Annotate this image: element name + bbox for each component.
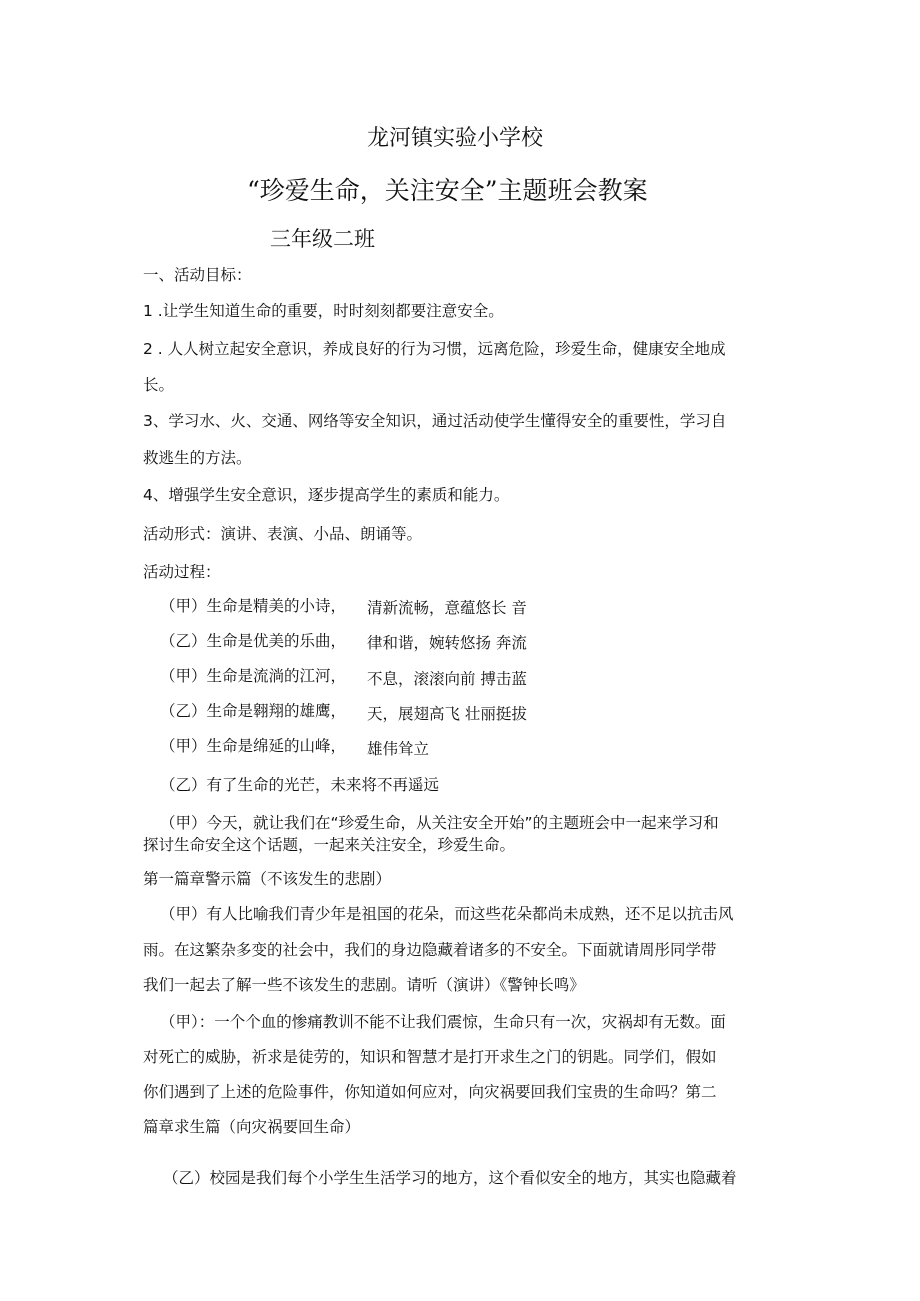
poem-line-5-left: （甲）生命是绵延的山峰， <box>160 737 347 755</box>
activity-form: 活动形式：演讲、表演、小品、朗诵等。 <box>143 525 423 543</box>
paragraph-2-line-4: 篇章求生篇（向灾祸要回生命） <box>143 1118 361 1136</box>
poem-line-1-right: 清新流畅，意蕴悠长 音 <box>367 599 527 617</box>
goal-1: 1 .让学生知道生命的重要，时时刻刻都要注意安全。 <box>143 302 504 320</box>
paragraph-1-line-1: （甲）有人比喻我们青少年是祖国的花朵，而这些花朵都尚未成熟，还不足以抗击风 <box>160 905 734 923</box>
poem-line-4-right: 天，展翅高飞 壮丽挺拔 <box>367 705 527 723</box>
activity-process-heading: 活动过程： <box>143 563 221 581</box>
poem-line-2-left: （乙）生命是优美的乐曲， <box>160 632 347 650</box>
paragraph-3-line-1: （乙）校园是我们每个小学生生活学习的地方，这个看似安全的地方，其实也隐藏着 <box>163 1169 737 1187</box>
poem-line-3-left: （甲）生命是流淌的江河， <box>160 667 347 685</box>
today-line-1: （甲）今天，就让我们在“珍爱生命，从关注安全开始”的主题班会中一起来学习和 <box>160 814 719 832</box>
school-name: 龙河镇实验小学校 <box>367 126 544 151</box>
paragraph-2-line-1: （甲）：一个个血的惨痛教训不能不让我们震惊，生命只有一次，灾祸却有无数。面 <box>160 1013 726 1031</box>
goal-2-line-1: 2 . 人人树立起安全意识，养成良好的行为习惯，远离危险，珍爱生命，健康安全地成 <box>143 340 726 358</box>
goals-heading: 一、活动目标： <box>143 266 252 284</box>
poem-line-4-left: （乙）生命是翱翔的雄鹰， <box>160 702 347 720</box>
paragraph-2-line-2: 对死亡的威胁，祈求是徒劳的，知识和智慧才是打开求生之门的钥匙。同学们，假如 <box>143 1048 717 1066</box>
goal-2-line-2: 长。 <box>143 376 175 394</box>
goal-3-line-2: 救逃生的方法。 <box>143 449 252 467</box>
goal-4: 4、增强学生安全意识，逐步提高学生的素质和能力。 <box>143 486 510 504</box>
class-name: 三年级二班 <box>270 227 375 251</box>
poem-line-3-right: 不息，滚滚向前 搏击蓝 <box>367 670 527 688</box>
poem-line-6: （乙）有了生命的光芒，未来将不再遥远 <box>160 776 440 794</box>
poem-line-1-left: （甲）生命是精美的小诗， <box>160 597 347 615</box>
document-title: “珍爱生命，关注安全”主题班会教案 <box>247 176 648 205</box>
paragraph-1-line-3: 我们一起去了解一些不该发生的悲剧。请听（演讲）《警钟长鸣》 <box>143 976 585 994</box>
poem-line-5-right: 雄伟耸立 <box>367 740 430 758</box>
paragraph-1-line-2: 雨。在这繁杂多变的社会中，我们的身边隐藏着诸多的不安全。下面就请周彤同学带 <box>143 941 717 959</box>
chapter-1-heading: 第一篇章警示篇（不该发生的悲剧） <box>143 870 392 888</box>
today-line-2: 探讨生命安全这个话题，一起来关注安全，珍爱生命。 <box>143 836 516 854</box>
poem-line-2-right: 律和谐，婉转悠扬 奔流 <box>367 634 527 652</box>
goal-3-line-1: 3、学习水、火、交通、网络等安全知识，通过活动使学生懂得安全的重要性，学习自 <box>143 412 727 430</box>
paragraph-2-line-3: 你们遇到了上述的危险事件，你知道如何应对，向灾祸要回我们宝贵的生命吗？第二 <box>143 1083 717 1101</box>
